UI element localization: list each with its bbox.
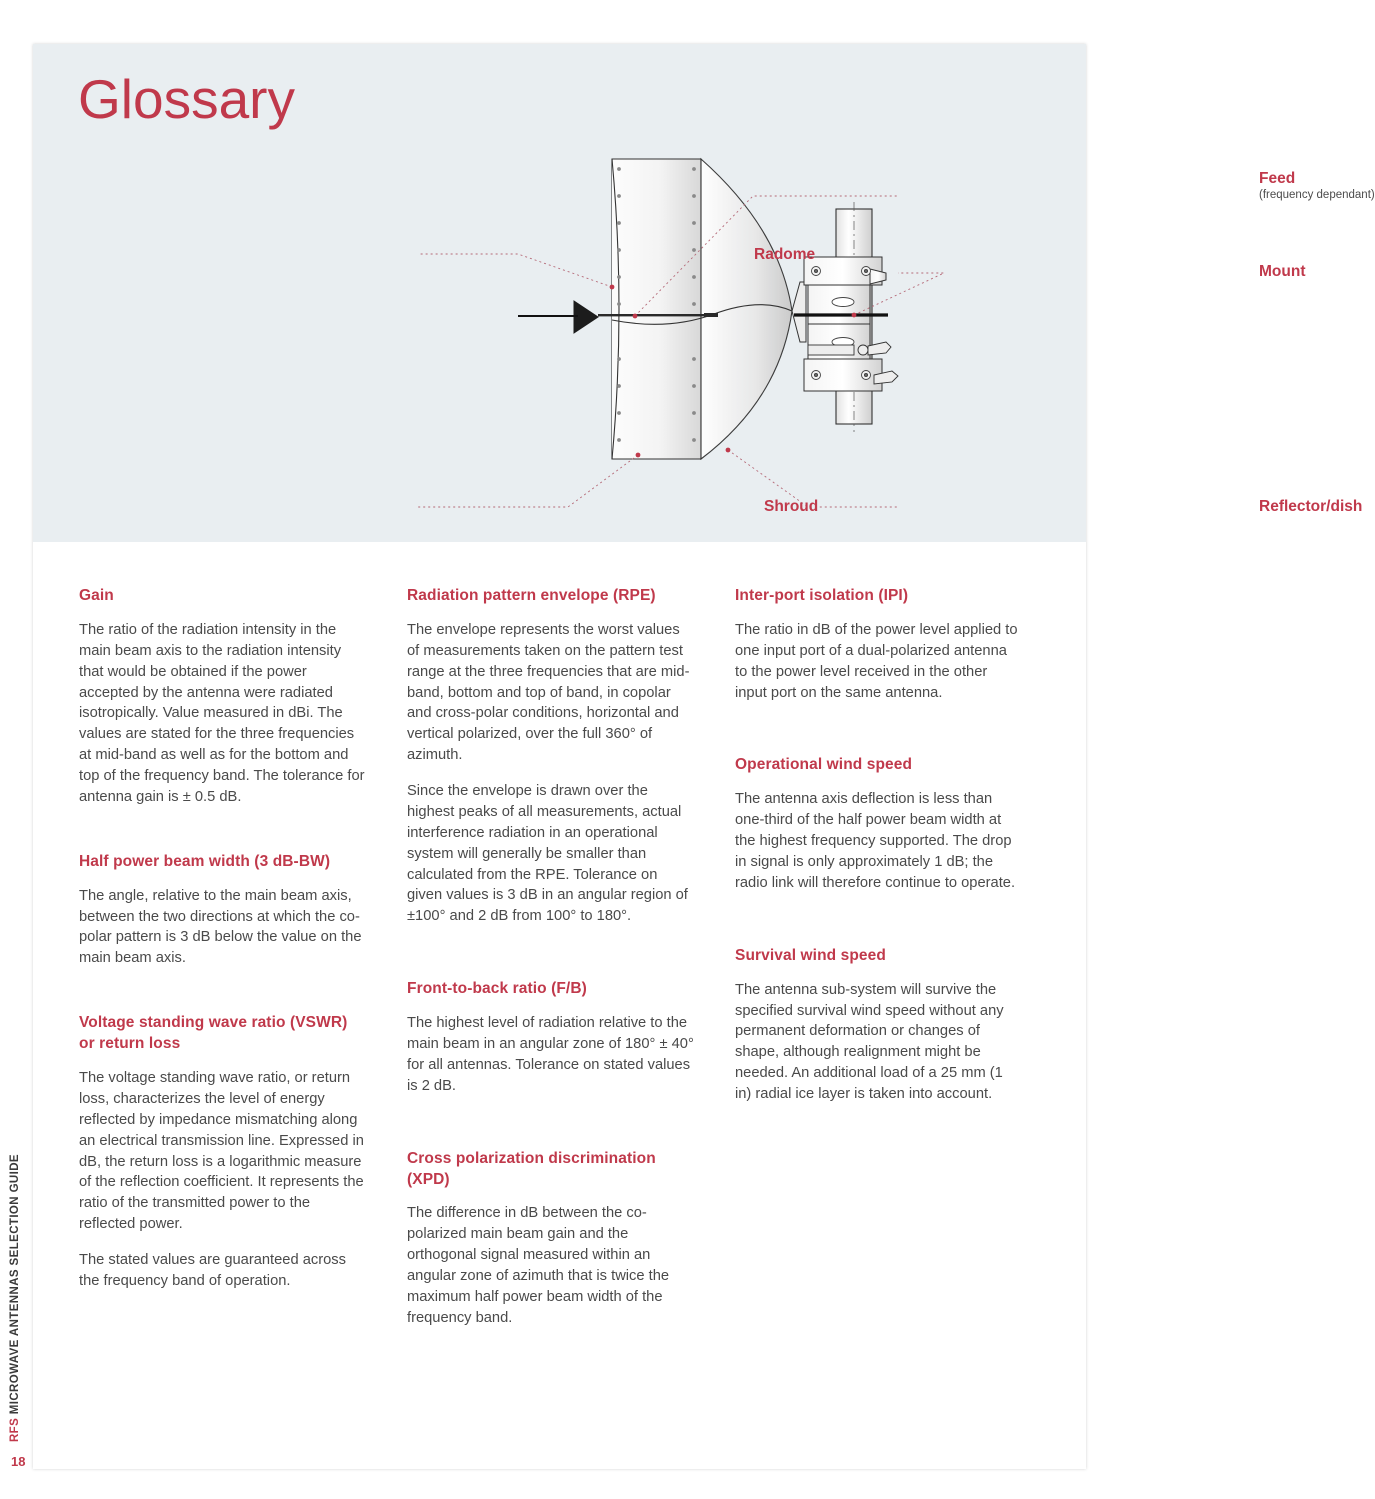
spacer bbox=[735, 894, 1023, 946]
entry-heading-half-power-beam-width: Half power beam width (3 dB-BW) bbox=[79, 852, 331, 870]
entry-paragraph-xpd-1: The difference in dB between the co-polarized main beam gain and the orthogonal signal measured within an angular zone of azimuth that is twice the maximum half power beam width of the frequency band. bbox=[407, 1205, 670, 1326]
entry-paragraph-vswr-1: The voltage standing wave ratio, or return loss, characterizes the level of energy reflected by impedance mismatching along an electrical transmission line. Expressed in dB, the return loss is a logarithmic measure of the reflection coefficient. It represents the ratio of the transmitted power to the reflected power. bbox=[79, 1070, 364, 1233]
glossary-entry-front-to-back-ratio bbox=[407, 979, 695, 1096]
entry-heading-operational-wind-speed: Operational wind speed bbox=[735, 756, 913, 774]
glossary-entry-half-power-beam-width bbox=[79, 852, 367, 969]
entry-paragraph-hpbw-1: The angle, relative to the main beam axis, between the two directions at which the co-polar pattern is 3 dB below the value on the main beam axis. bbox=[79, 887, 362, 967]
shroud-body bbox=[612, 159, 701, 459]
diagram-label-feed-subtext: (frequency dependant) bbox=[1259, 189, 1375, 201]
spacer bbox=[79, 808, 367, 852]
glossary-entry-rpe bbox=[407, 586, 695, 927]
entry-paragraph-rpe-2: Since the envelope is drawn over the highest peaks of all measurements, actual interference radiation in an operational system will generally be smaller than calculated from the RPE. Tolerance on given values is 3 dB in an angular region of ±100° and 2 dB from 100° to 180°. bbox=[407, 783, 688, 925]
document-page bbox=[33, 44, 1375, 1469]
entry-paragraph-fb-1: The highest level of radiation relative to the main beam in an angular zone of 180° ± 40° for all antennas. Tolerance on stated values is 2 dB. bbox=[407, 1015, 694, 1094]
glossary-entry-inter-port-isolation bbox=[735, 586, 1023, 703]
side-footer-guide-title: MICROWAVE ANTENNAS SELECTION GUIDE bbox=[9, 1153, 21, 1415]
entry-paragraph-rpe-1: The envelope represents the worst values of measurements taken on the pattern test range at the three frequencies that are mid-band, bottom and top of band, in copolar and cross-polar conditions, horizontal and vertical polarized, over the full 360° of azimuth. bbox=[407, 621, 690, 764]
spacer bbox=[407, 927, 695, 979]
page-title: Glossary bbox=[78, 68, 295, 130]
entry-heading-front-to-back-ratio: Front-to-back ratio (F/B) bbox=[407, 980, 587, 998]
antenna-diagram-svg bbox=[388, 99, 1078, 519]
glossary-column-1 bbox=[79, 586, 367, 1292]
glossary-entry-xpd bbox=[407, 1149, 695, 1329]
entry-paragraph-ows-1: The antenna axis deflection is less than one-third of the half power beam width at the highest frequency supported. The drop in signal is only approximately 1 dB; the radio link will therefore continue to operate. bbox=[735, 791, 1016, 891]
side-footer-brand: RFS bbox=[9, 1417, 21, 1442]
diagram-label-feed bbox=[1259, 170, 1375, 201]
antenna-diagram bbox=[388, 99, 1375, 519]
diagram-label-radome: Radome bbox=[754, 246, 816, 263]
diagram-label-feed-text: Feed bbox=[1259, 170, 1296, 187]
glossary-column-2 bbox=[407, 586, 695, 1329]
spacer bbox=[735, 703, 1023, 755]
reflector-dish bbox=[701, 159, 792, 459]
entry-heading-rpe: Radiation pattern envelope (RPE) bbox=[407, 587, 656, 604]
diagram-label-reflector-dish: Reflector/dish bbox=[1259, 498, 1363, 515]
diagram-label-shroud: Shroud bbox=[764, 498, 819, 515]
glossary-column-3 bbox=[735, 586, 1023, 1105]
glossary-entry-operational-wind-speed bbox=[735, 755, 1023, 893]
entry-paragraph-gain-1: The ratio of the radiation intensity in the main beam axis to the radiation intensity that would be obtained if the power accepted by the antenna were radiated isotropically. Value measured in dBi. The values are stated for the three frequencies at mid-band as well as for the bottom and top of the frequency band. The tolerance for antenna gain is ± 0.5 dB. bbox=[79, 621, 365, 805]
diagram-label-mount: Mount bbox=[1259, 263, 1306, 280]
side-footer-label bbox=[9, 1154, 21, 1442]
glossary-entry-survival-wind-speed bbox=[735, 946, 1023, 1105]
entry-paragraph-ipi-1: The ratio in dB of the power level applied to one input port of a dual-polarized antenna to the power level received in the other input port on the same antenna. bbox=[735, 621, 1018, 701]
entry-heading-inter-port-isolation: Inter-port isolation (IPI) bbox=[735, 587, 909, 604]
dish-back bbox=[792, 282, 806, 342]
glossary-entry-vswr bbox=[79, 1013, 367, 1292]
entry-heading-gain: Gain bbox=[79, 587, 114, 604]
spacer bbox=[79, 969, 367, 1013]
page-number: 18 bbox=[11, 1454, 26, 1469]
entry-paragraph-vswr-2: The stated values are guaranteed across the frequency band of operation. bbox=[79, 1252, 346, 1289]
entry-heading-xpd: Cross polarization discrimination (XPD) bbox=[407, 1149, 656, 1188]
entry-heading-vswr: Voltage standing wave ratio (VSWR) or return loss bbox=[79, 1014, 348, 1053]
entry-paragraph-sws-1: The antenna sub-system will survive the specified survival wind speed without any permanent deformation or changes of shape, although realignment might be needed. An additional load of a 25 mm (1 in) radial ice layer is taken into account. bbox=[735, 981, 1004, 1103]
glossary-entry-gain bbox=[79, 586, 367, 808]
side-footer bbox=[9, 1154, 31, 1469]
entry-heading-survival-wind-speed: Survival wind speed bbox=[735, 946, 886, 964]
spacer bbox=[407, 1097, 695, 1149]
